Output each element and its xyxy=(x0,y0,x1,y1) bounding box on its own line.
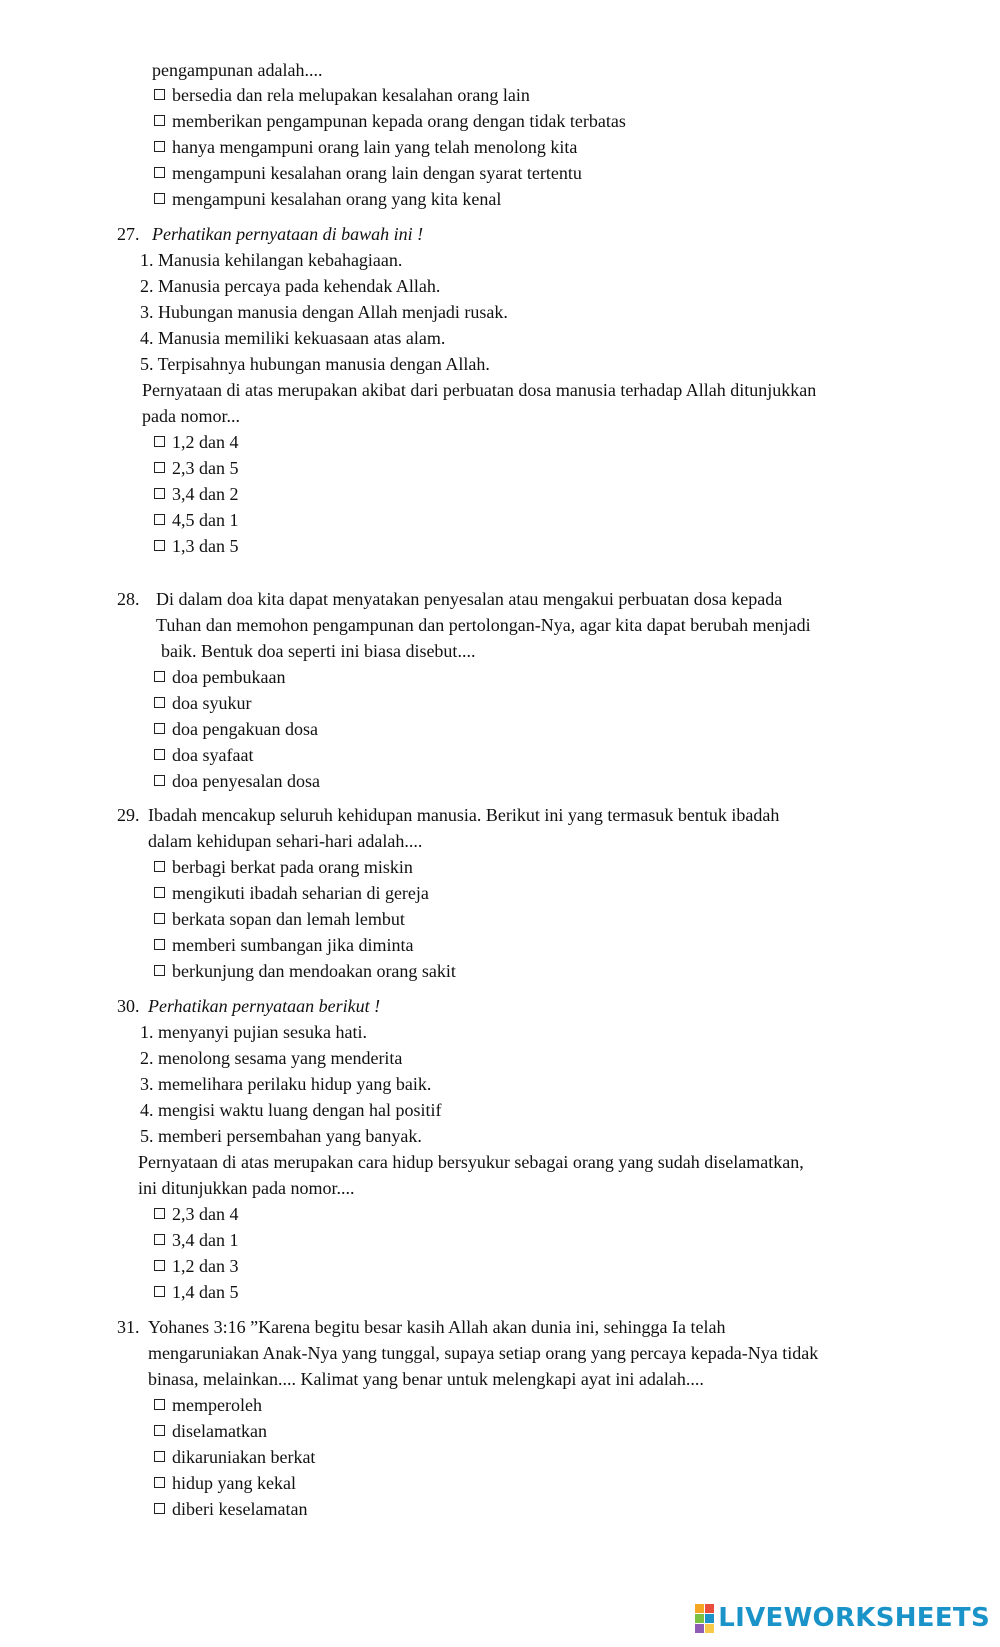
option-checkbox[interactable]: 2,3 dan 4 xyxy=(154,1203,239,1225)
question-31-text: Yohanes 3:16 ”Karena begitu besar kasih Allah akan dunia ini, sehingga Ia telah xyxy=(148,1317,726,1337)
checkbox-icon[interactable] xyxy=(154,965,165,976)
statement: 1. menyanyi pujian sesuka hati. xyxy=(140,1022,367,1042)
option-checkbox[interactable]: berbagi berkat pada orang miskin xyxy=(154,856,413,878)
checkbox-icon[interactable] xyxy=(154,671,165,682)
question-30-text: ini ditunjukkan pada nomor.... xyxy=(138,1178,355,1198)
statement: 5. Terpisahnya hubungan manusia dengan Allah. xyxy=(140,354,490,374)
option-checkbox[interactable]: 2,3 dan 5 xyxy=(154,457,239,479)
question-27-text: Pernyataan di atas merupakan akibat dari perbuatan dosa manusia terhadap Allah ditunjukkan xyxy=(142,380,817,400)
checkbox-icon[interactable] xyxy=(154,1260,165,1271)
option-checkbox[interactable]: mengampuni kesalahan orang lain dengan syarat tertentu xyxy=(154,162,582,184)
checkbox-icon[interactable] xyxy=(154,1451,165,1462)
option-checkbox[interactable]: 3,4 dan 2 xyxy=(154,483,239,505)
option-checkbox[interactable]: 1,2 dan 3 xyxy=(154,1255,239,1277)
checkbox-icon[interactable] xyxy=(154,939,165,950)
liveworksheets-logo-text: LIVEWORKSHEETS xyxy=(718,1603,990,1633)
statement: 3. memelihara perilaku hidup yang baik. xyxy=(140,1074,432,1094)
option-checkbox[interactable]: doa syukur xyxy=(154,692,252,714)
checkbox-icon[interactable] xyxy=(154,1477,165,1488)
option-checkbox[interactable]: 1,3 dan 5 xyxy=(154,535,239,557)
checkbox-icon[interactable] xyxy=(154,115,165,126)
liveworksheets-logo[interactable] xyxy=(695,1603,990,1633)
checkbox-icon[interactable] xyxy=(154,1234,165,1245)
statement: 3. Hubungan manusia dengan Allah menjadi rusak. xyxy=(140,302,508,322)
option-checkbox[interactable]: mengampuni kesalahan orang yang kita kenal xyxy=(154,188,501,210)
question-30-number: 30. xyxy=(117,996,140,1016)
option-checkbox[interactable]: dikaruniakan berkat xyxy=(154,1446,315,1468)
checkbox-icon[interactable] xyxy=(154,697,165,708)
checkbox-icon[interactable] xyxy=(154,540,165,551)
checkbox-icon[interactable] xyxy=(154,749,165,760)
checkbox-icon[interactable] xyxy=(154,861,165,872)
statement: 1. Manusia kehilangan kebahagiaan. xyxy=(140,250,403,270)
question-27-prompt: Perhatikan pernyataan di bawah ini ! xyxy=(152,224,424,244)
question-31-text: mengaruniakan Anak-Nya yang tunggal, supaya setiap orang yang percaya kepada-Nya tidak xyxy=(148,1343,819,1363)
checkbox-icon[interactable] xyxy=(154,913,165,924)
statement: 4. mengisi waktu luang dengan hal positif xyxy=(140,1100,442,1120)
option-checkbox[interactable]: doa syafaat xyxy=(154,744,253,766)
question-29-number: 29. xyxy=(117,805,140,825)
checkbox-icon[interactable] xyxy=(154,723,165,734)
option-checkbox[interactable]: 1,4 dan 5 xyxy=(154,1281,239,1303)
checkbox-icon[interactable] xyxy=(154,1503,165,1514)
question-stem-tail: pengampunan adalah.... xyxy=(152,60,323,80)
option-checkbox[interactable]: 1,2 dan 4 xyxy=(154,431,239,453)
question-28-text: Di dalam doa kita dapat menyatakan penyesalan atau mengakui perbuatan dosa kepada xyxy=(156,589,783,609)
option-checkbox[interactable]: berkunjung dan mendoakan orang sakit xyxy=(154,960,456,982)
statement: 2. menolong sesama yang menderita xyxy=(140,1048,403,1068)
option-checkbox[interactable]: berkata sopan dan lemah lembut xyxy=(154,908,405,930)
option-checkbox[interactable]: doa pembukaan xyxy=(154,666,285,688)
checkbox-icon[interactable] xyxy=(154,887,165,898)
checkbox-icon[interactable] xyxy=(154,436,165,447)
question-29-text: Ibadah mencakup seluruh kehidupan manusia. Berikut ini yang termasuk bentuk ibadah xyxy=(148,805,780,825)
question-29-text: dalam kehidupan sehari-hari adalah.... xyxy=(148,831,423,851)
question-30-text: Pernyataan di atas merupakan cara hidup bersyukur sebagai orang yang sudah diselamatkan, xyxy=(138,1152,804,1172)
option-checkbox[interactable]: mengikuti ibadah seharian di gereja xyxy=(154,882,429,904)
question-27-text: pada nomor... xyxy=(142,406,240,426)
option-checkbox[interactable]: memberi sumbangan jika diminta xyxy=(154,934,413,956)
option-checkbox[interactable]: diselamatkan xyxy=(154,1420,267,1442)
option-checkbox[interactable]: memberikan pengampunan kepada orang dengan tidak terbatas xyxy=(154,110,626,132)
checkbox-icon[interactable] xyxy=(154,1286,165,1297)
question-28-text: baik. Bentuk doa seperti ini biasa disebut.... xyxy=(161,641,476,661)
question-31-number: 31. xyxy=(117,1317,140,1337)
option-checkbox[interactable]: 3,4 dan 1 xyxy=(154,1229,239,1251)
checkbox-icon[interactable] xyxy=(154,1399,165,1410)
statement: 4. Manusia memiliki kekuasaan atas alam. xyxy=(140,328,446,348)
option-checkbox[interactable]: doa pengakuan dosa xyxy=(154,718,318,740)
option-checkbox[interactable]: bersedia dan rela melupakan kesalahan orang lain xyxy=(154,84,530,106)
question-28-text: Tuhan dan memohon pengampunan dan pertolongan-Nya, agar kita dapat berubah menjadi xyxy=(156,615,811,635)
checkbox-icon[interactable] xyxy=(154,193,165,204)
question-28-number: 28. xyxy=(117,589,140,609)
checkbox-icon[interactable] xyxy=(154,89,165,100)
checkbox-icon[interactable] xyxy=(154,488,165,499)
checkbox-icon[interactable] xyxy=(154,514,165,525)
option-checkbox[interactable]: 4,5 dan 1 xyxy=(154,509,239,531)
checkbox-icon[interactable] xyxy=(154,462,165,473)
checkbox-icon[interactable] xyxy=(154,141,165,152)
option-checkbox[interactable]: doa penyesalan dosa xyxy=(154,770,320,792)
checkbox-icon[interactable] xyxy=(154,1425,165,1436)
question-30-prompt: Perhatikan pernyataan berikut ! xyxy=(148,996,381,1016)
question-31-text: binasa, melainkan.... Kalimat yang benar untuk melengkapi ayat ini adalah.... xyxy=(148,1369,704,1389)
option-checkbox[interactable]: memperoleh xyxy=(154,1394,262,1416)
statement: 2. Manusia percaya pada kehendak Allah. xyxy=(140,276,441,296)
liveworksheets-logo-icon xyxy=(695,1604,714,1633)
checkbox-icon[interactable] xyxy=(154,775,165,786)
option-checkbox[interactable]: hanya mengampuni orang lain yang telah menolong kita xyxy=(154,136,577,158)
question-27-number: 27. xyxy=(117,224,140,244)
statement: 5. memberi persembahan yang banyak. xyxy=(140,1126,422,1146)
option-checkbox[interactable]: hidup yang kekal xyxy=(154,1472,296,1494)
option-checkbox[interactable]: diberi keselamatan xyxy=(154,1498,307,1520)
checkbox-icon[interactable] xyxy=(154,1208,165,1219)
checkbox-icon[interactable] xyxy=(154,167,165,178)
